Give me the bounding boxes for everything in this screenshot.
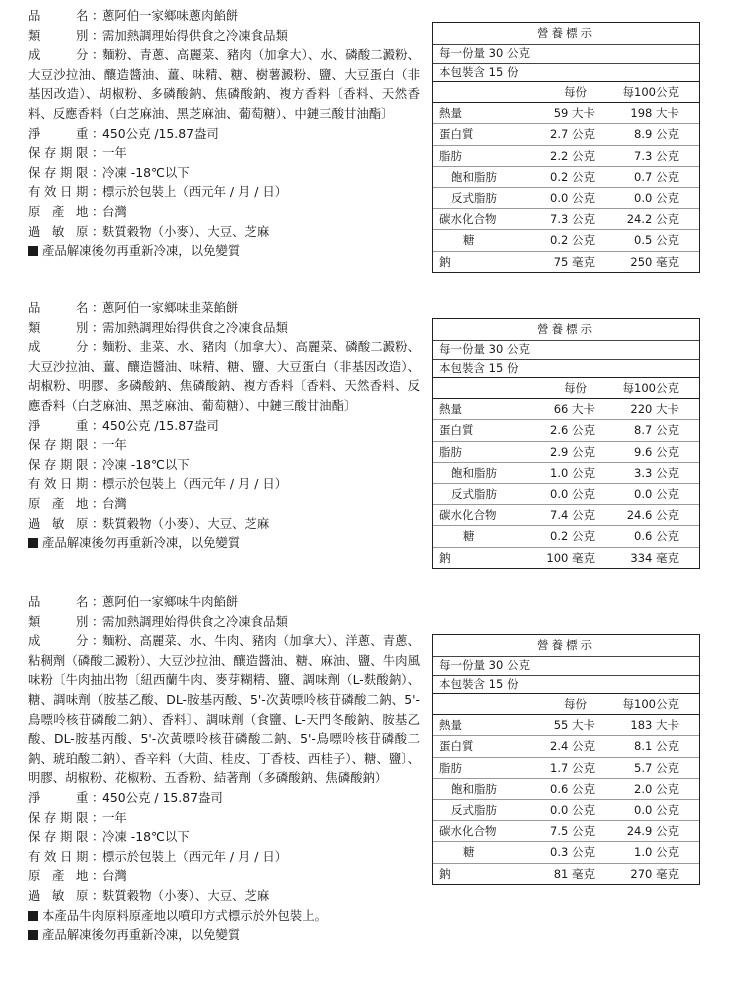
label-char: 期 — [60, 164, 73, 180]
colon: ： — [92, 476, 105, 492]
label-char: 限 — [76, 829, 89, 845]
nutrient-row — [433, 821, 699, 842]
colon: ： — [92, 848, 105, 864]
nutrient-label: 脂肪 — [433, 145, 525, 166]
note — [12, 906, 420, 926]
label-char: 重 — [76, 789, 89, 805]
label-char: 期 — [60, 809, 73, 825]
per-100g-value: 0.0 公克 — [609, 799, 699, 820]
per-serving-value: 2.7 公克 — [525, 124, 609, 145]
colon: ： — [92, 437, 105, 453]
per-serving-value: 66 大卡 — [525, 399, 609, 420]
product-category: 需加熱調理始得供食之冷凍食品類 — [102, 613, 288, 629]
per-100g-value: 250 毫克 — [630, 254, 679, 269]
nutrition-title: 營養標示 — [433, 23, 699, 45]
label-char: 原 — [76, 887, 89, 903]
product-category: 需加熱調理始得供食之冷凍食品類 — [102, 27, 288, 43]
nutrient-row — [433, 399, 699, 420]
per-serving-value: 2.4 公克 — [525, 736, 609, 757]
product-expiry: 標示於包裝上（西元年 / 月 / 日） — [102, 476, 288, 492]
note — [12, 925, 420, 945]
colon: ： — [92, 125, 105, 141]
colon: ： — [92, 868, 105, 884]
row-shelf-life — [12, 143, 420, 163]
label-char: 重 — [76, 125, 89, 141]
nutrition-grid — [433, 82, 699, 272]
label-char: 過 — [28, 223, 41, 239]
row-name — [12, 592, 420, 612]
row-shelf-life — [12, 808, 420, 828]
nutrient-label: 糖 — [433, 230, 525, 251]
label-char: 名 — [76, 594, 89, 609]
per-serving-value: 2.2 公克 — [525, 145, 609, 166]
label-char: 日 — [60, 184, 73, 200]
per-serving-value: 7.5 公克 — [525, 821, 609, 842]
per-serving-value: 0.0 公克 — [525, 799, 609, 820]
row-expiry — [12, 847, 420, 867]
serving-size: 每一份量 30 公克 — [433, 341, 699, 360]
label-char: 原 — [76, 223, 89, 239]
colon: ： — [92, 164, 105, 180]
per-100g-value: 24.2 公克 — [609, 209, 699, 230]
nutrient-row — [433, 230, 699, 251]
label-char: 產 — [52, 495, 65, 511]
per-serving-value: 100 毫克 — [546, 550, 595, 565]
colon: ： — [92, 456, 105, 472]
col-header-per-serving: 每份 — [525, 378, 609, 399]
product-ingredients: 麵粉、高麗菜、水、牛肉、豬肉（加拿大）、洋蔥、青蔥、粘稠劑（磷酸二澱粉）、大豆沙拉油、釀造醬油、糖、麻油、鹽、牛肉風味粉〔牛肉抽出物〔紐西蘭牛肉、麥芽糊精、鹽、調味劑（L-麩酸鈉）、糖、調味劑（胺基乙酸、DL-胺基丙酸、5'-次黃嘌呤核苷磷酸二鈉、5'-鳥嘌呤核苷磷酸二鈉）、香料〕、調味劑（食鹽、L-天門冬酸鈉、胺基乙酸、DL-胺基丙酸、5'-次黃嘌呤核苷磷酸二鈉、5'-鳥嘌呤核苷磷酸二鈉、琥珀酸二鈉）、香辛料（大茴、桂皮、丁香枝、西桂子）、糖、鹽〕、明膠、胡椒粉、花椒粉、五香粉、結著劑（多磷酸鈉、焦磷酸鈉） — [28, 633, 420, 786]
nutrient-row — [433, 187, 699, 208]
label-char: 淨 — [28, 125, 41, 141]
label-char: 效 — [44, 184, 57, 200]
product-expiry: 標示於包裝上（西元年 / 月 / 日） — [102, 184, 288, 200]
nutrition-table — [432, 22, 700, 273]
product-info — [12, 298, 420, 553]
nutrient-row — [433, 166, 699, 187]
colon: ： — [92, 515, 105, 531]
row-ingredients — [28, 631, 420, 788]
nutrient-row — [433, 124, 699, 145]
nutrient-row — [433, 441, 699, 462]
nutrient-row — [433, 483, 699, 504]
per-100g-value: 220 大卡 — [609, 399, 699, 420]
label-char: 存 — [44, 809, 57, 825]
label-char: 名 — [76, 8, 89, 23]
nutrient-label: 鈉 — [439, 254, 451, 269]
row-ingredients — [28, 337, 420, 415]
per-100g-value: 24.6 公克 — [609, 505, 699, 526]
colon: ： — [92, 8, 105, 23]
per-serving-value: 0.2 公克 — [525, 166, 609, 187]
colon: ： — [92, 223, 105, 239]
nutrient-label: 飽和脂肪 — [433, 166, 525, 187]
label-char: 過 — [28, 887, 41, 903]
colon: ： — [92, 47, 105, 63]
nutrient-label: 碳水化合物 — [433, 821, 525, 842]
label-char: 存 — [44, 829, 57, 845]
per-serving-value: 2.6 公克 — [525, 420, 609, 441]
row-category — [12, 26, 420, 46]
colon: ： — [92, 594, 105, 609]
per-100g-value: 3.3 公克 — [609, 462, 699, 483]
nutrition-grid — [433, 378, 699, 568]
row-ingredients — [28, 45, 420, 123]
label-char: 限 — [76, 145, 89, 161]
colon: ： — [92, 184, 105, 200]
row-origin — [12, 494, 420, 514]
per-100g-value: 0.6 公克 — [609, 526, 699, 547]
colon: ： — [92, 203, 105, 219]
label-char: 分 — [76, 633, 89, 649]
label-char: 保 — [28, 829, 41, 845]
row-origin — [12, 866, 420, 886]
nutrient-label: 碳水化合物 — [433, 505, 525, 526]
label-char: 重 — [76, 417, 89, 433]
label-char: 有 — [28, 848, 41, 864]
label-char: 存 — [44, 164, 57, 180]
per-serving-value: 1.7 公克 — [525, 757, 609, 778]
note-text: 產品解凍後勿再重新冷凍，以免變質 — [42, 243, 241, 259]
product-origin: 台灣 — [102, 203, 127, 219]
label-char: 有 — [28, 184, 41, 200]
nutrient-row — [433, 462, 699, 483]
nutrient-label: 脂肪 — [433, 441, 525, 462]
colon: ： — [92, 145, 105, 161]
per-serving-value: 0.0 公克 — [525, 483, 609, 504]
label-char: 保 — [28, 437, 41, 453]
nutrient-row — [433, 547, 699, 568]
label-char: 期 — [76, 476, 89, 492]
colon: ： — [92, 829, 105, 845]
product-shelf-life: 一年 — [102, 437, 127, 453]
per-100g-value: 0.5 公克 — [609, 230, 699, 251]
label-char: 保 — [28, 809, 41, 825]
per-serving-value: 55 大卡 — [525, 715, 609, 736]
nutrient-label: 反式脂肪 — [433, 187, 525, 208]
nutrient-row — [433, 778, 699, 799]
nutrition-table — [432, 318, 700, 569]
nutrient-row — [433, 145, 699, 166]
servings-per-package: 本包裝含 15 份 — [433, 676, 699, 695]
label-char: 類 — [28, 319, 41, 335]
label-char: 成 — [28, 339, 41, 355]
label-char: 敏 — [52, 223, 65, 239]
product-storage: 冷凍 -18℃以下 — [102, 829, 190, 845]
label-char: 地 — [76, 203, 89, 219]
product-origin: 台灣 — [102, 868, 127, 884]
product-category: 需加熱調理始得供食之冷凍食品類 — [102, 319, 288, 335]
row-allergen — [12, 514, 420, 534]
nutrient-label: 熱量 — [433, 103, 525, 124]
product-allergen: 麩質穀物（小麥）、大豆、芝麻 — [102, 515, 270, 531]
label-char: 淨 — [28, 417, 41, 433]
nutrition-table — [432, 634, 700, 885]
bullet-square-icon — [28, 538, 38, 548]
note — [12, 241, 420, 261]
per-serving-value: 7.3 公克 — [525, 209, 609, 230]
col-header-per-100g: 每100公克 — [609, 378, 699, 399]
nutrient-label: 反式脂肪 — [433, 483, 525, 504]
per-100g-value: 24.9 公克 — [609, 821, 699, 842]
colon: ： — [92, 789, 105, 805]
label-char: 地 — [76, 868, 89, 884]
label-char: 保 — [28, 456, 41, 472]
nutrient-row — [433, 799, 699, 820]
colon: ： — [92, 300, 105, 315]
nutrient-label: 鈉 — [439, 866, 451, 881]
per-100g-value: 0.0 公克 — [609, 483, 699, 504]
row-net-weight — [12, 124, 420, 144]
label-char: 日 — [60, 476, 73, 492]
label-char: 期 — [60, 145, 73, 161]
row-category — [12, 612, 420, 632]
product-storage: 冷凍 -18℃以下 — [102, 456, 190, 472]
servings-per-package: 本包裝含 15 份 — [433, 360, 699, 379]
per-serving-value: 75 毫克 — [553, 254, 595, 269]
col-header-per-100g: 每100公克 — [609, 82, 699, 103]
label-char: 分 — [76, 339, 89, 355]
row-allergen — [12, 886, 420, 906]
product-origin: 台灣 — [102, 495, 127, 511]
label-char: 期 — [76, 848, 89, 864]
nutrient-row — [433, 209, 699, 230]
bullet-square-icon — [28, 930, 38, 940]
label-char: 期 — [76, 184, 89, 200]
nutrient-row — [433, 505, 699, 526]
label-char: 保 — [28, 145, 41, 161]
nutrient-row — [433, 251, 699, 272]
product-ingredients: 麵粉、青蔥、高麗菜、豬肉（加拿大）、水、磷酸二澱粉、大豆沙拉油、釀造醬油、薑、味精、糖、樹薯澱粉、鹽、大豆蛋白（非基因改造）、胡椒粉、多磷酸鈉、焦磷酸鈉、複方香料〔香料、天然香料、反應香料（白芝麻油、黑芝麻油、葡萄糖）、中鏈三酸甘油酯〕 — [28, 47, 420, 121]
colon: ： — [92, 417, 105, 433]
product-ingredients: 麵粉、韭菜、水、豬肉（加拿大）、高麗菜、磷酸二澱粉、大豆沙拉油、薑、釀造醬油、味精、糖、鹽、大豆蛋白（非基因改造）、胡椒粉、明膠、多磷酸鈉、焦磷酸鈉、複方香料〔香料、天然香料、反應香料（白芝麻油、黑芝麻油、葡萄糖）、中鏈三酸甘油酯〕 — [28, 339, 420, 413]
nutrient-label: 碳水化合物 — [433, 209, 525, 230]
per-100g-value: 9.6 公克 — [609, 441, 699, 462]
product-expiry: 標示於包裝上（西元年 / 月 / 日） — [102, 848, 288, 864]
product-name: 蔥阿伯一家鄉味牛肉餡餅 — [102, 594, 239, 609]
nutrient-label: 熱量 — [433, 399, 525, 420]
note-text: 產品解凍後勿再重新冷凍，以免變質 — [42, 535, 241, 551]
label-char: 成 — [28, 633, 41, 649]
col-header-per-100g: 每100公克 — [609, 694, 699, 715]
per-serving-value: 81 毫克 — [553, 866, 595, 881]
label-char: 效 — [44, 476, 57, 492]
colon: ： — [92, 633, 105, 649]
product-net-weight: 450公克 / 15.87盎司 — [102, 789, 223, 805]
row-category — [12, 318, 420, 338]
per-100g-value: 2.0 公克 — [609, 778, 699, 799]
label-char: 原 — [76, 515, 89, 531]
per-100g-value: 0.0 公克 — [609, 187, 699, 208]
product-shelf-life: 一年 — [102, 809, 127, 825]
nutrient-label: 糖 — [433, 526, 525, 547]
per-serving-value: 0.2 公克 — [525, 230, 609, 251]
product-shelf-life: 一年 — [102, 145, 127, 161]
product-net-weight: 450公克 /15.87盎司 — [102, 125, 219, 141]
label-char: 期 — [60, 829, 73, 845]
label-char: 期 — [60, 437, 73, 453]
label-char: 日 — [60, 848, 73, 864]
nutrition-grid — [433, 694, 699, 884]
label-char: 分 — [76, 47, 89, 63]
servings-per-package: 本包裝含 15 份 — [433, 64, 699, 83]
note-text: 本產品牛肉原料原產地以噴印方式標示於外包裝上。 — [42, 907, 327, 923]
label-char: 限 — [76, 809, 89, 825]
row-name — [12, 298, 420, 318]
label-char: 地 — [76, 495, 89, 511]
bullet-square-icon — [28, 246, 38, 256]
nutrient-row — [433, 103, 699, 124]
label-char: 別 — [76, 27, 89, 43]
row-net-weight — [12, 416, 420, 436]
nutrient-row — [433, 715, 699, 736]
per-100g-value: 183 大卡 — [609, 715, 699, 736]
label-char: 名 — [76, 300, 89, 315]
per-serving-value: 0.6 公克 — [525, 778, 609, 799]
label-char: 原 — [28, 868, 41, 884]
nutrition-title: 營養標示 — [433, 319, 699, 341]
product-name: 蔥阿伯一家鄉味韭菜餡餅 — [102, 300, 239, 315]
colon: ： — [92, 27, 105, 43]
label-char: 限 — [76, 456, 89, 472]
per-100g-value: 1.0 公克 — [609, 842, 699, 863]
per-100g-value: 334 毫克 — [630, 550, 679, 565]
nutrient-label: 鈉 — [439, 550, 451, 565]
label-char: 原 — [28, 203, 41, 219]
label-char: 有 — [28, 476, 41, 492]
label-char: 存 — [44, 456, 57, 472]
row-net-weight — [12, 788, 420, 808]
bullet-square-icon — [28, 911, 38, 921]
product-net-weight: 450公克 /15.87盎司 — [102, 417, 219, 433]
label-char: 別 — [76, 613, 89, 629]
label-char: 限 — [76, 164, 89, 180]
row-expiry — [12, 182, 420, 202]
note — [12, 533, 420, 553]
colon: ： — [92, 887, 105, 903]
label-char: 保 — [28, 164, 41, 180]
nutrient-row — [433, 842, 699, 863]
per-100g-value: 8.7 公克 — [609, 420, 699, 441]
note-text: 產品解凍後勿再重新冷凍，以免變質 — [42, 927, 241, 943]
per-serving-value: 59 大卡 — [525, 103, 609, 124]
label-char: 類 — [28, 27, 41, 43]
label-char: 原 — [28, 495, 41, 511]
colon: ： — [92, 809, 105, 825]
per-serving-value: 0.2 公克 — [525, 526, 609, 547]
colon: ： — [92, 339, 105, 355]
label-char: 品 — [28, 594, 41, 609]
per-serving-value: 1.0 公克 — [525, 462, 609, 483]
nutrient-label: 反式脂肪 — [433, 799, 525, 820]
nutrient-row — [433, 863, 699, 884]
nutrient-row — [433, 526, 699, 547]
nutrient-row — [433, 757, 699, 778]
label-char: 淨 — [28, 789, 41, 805]
colon: ： — [92, 495, 105, 511]
label-char: 敏 — [52, 515, 65, 531]
per-serving-value: 0.0 公克 — [525, 187, 609, 208]
nutrient-label: 脂肪 — [433, 757, 525, 778]
product-allergen: 麩質穀物（小麥）、大豆、芝麻 — [102, 887, 270, 903]
per-100g-value: 8.9 公克 — [609, 124, 699, 145]
nutrient-label: 飽和脂肪 — [433, 462, 525, 483]
nutrient-row — [433, 420, 699, 441]
nutrient-label: 蛋白質 — [433, 124, 525, 145]
per-serving-value: 0.3 公克 — [525, 842, 609, 863]
label-char: 類 — [28, 613, 41, 629]
label-char: 限 — [76, 437, 89, 453]
row-origin — [12, 202, 420, 222]
label-char: 產 — [52, 868, 65, 884]
row-storage — [12, 163, 420, 183]
row-storage — [12, 827, 420, 847]
nutrient-label: 糖 — [433, 842, 525, 863]
row-name — [12, 6, 420, 26]
per-serving-value: 2.9 公克 — [525, 441, 609, 462]
label-char: 品 — [28, 8, 41, 23]
serving-size: 每一份量 30 公克 — [433, 657, 699, 676]
per-100g-value: 5.7 公克 — [609, 757, 699, 778]
product-allergen: 麩質穀物（小麥）、大豆、芝麻 — [102, 223, 270, 239]
label-char: 效 — [44, 848, 57, 864]
per-serving-value: 7.4 公克 — [525, 505, 609, 526]
product-info — [12, 6, 420, 261]
row-expiry — [12, 474, 420, 494]
nutrient-row — [433, 736, 699, 757]
col-header-per-serving: 每份 — [525, 694, 609, 715]
label-char: 存 — [44, 437, 57, 453]
label-char: 期 — [60, 456, 73, 472]
serving-size: 每一份量 30 公克 — [433, 45, 699, 64]
label-char: 敏 — [52, 887, 65, 903]
row-shelf-life — [12, 435, 420, 455]
per-100g-value: 7.3 公克 — [609, 145, 699, 166]
label-char: 品 — [28, 300, 41, 315]
colon: ： — [92, 613, 105, 629]
colon: ： — [92, 319, 105, 335]
label-char: 過 — [28, 515, 41, 531]
label-char: 成 — [28, 47, 41, 63]
per-100g-value: 198 大卡 — [609, 103, 699, 124]
product-name: 蔥阿伯一家鄉味蔥肉餡餅 — [102, 8, 239, 23]
per-100g-value: 270 毫克 — [630, 866, 679, 881]
nutrient-label: 蛋白質 — [433, 420, 525, 441]
per-100g-value: 8.1 公克 — [609, 736, 699, 757]
nutrition-title: 營養標示 — [433, 635, 699, 657]
label-char: 產 — [52, 203, 65, 219]
product-info — [12, 592, 420, 945]
col-header-per-serving: 每份 — [525, 82, 609, 103]
label-char: 存 — [44, 145, 57, 161]
per-100g-value: 0.7 公克 — [609, 166, 699, 187]
nutrient-label: 飽和脂肪 — [433, 778, 525, 799]
nutrient-label: 蛋白質 — [433, 736, 525, 757]
row-allergen — [12, 222, 420, 242]
product-storage: 冷凍 -18℃以下 — [102, 164, 190, 180]
label-char: 別 — [76, 319, 89, 335]
row-storage — [12, 455, 420, 475]
nutrient-label: 熱量 — [433, 715, 525, 736]
